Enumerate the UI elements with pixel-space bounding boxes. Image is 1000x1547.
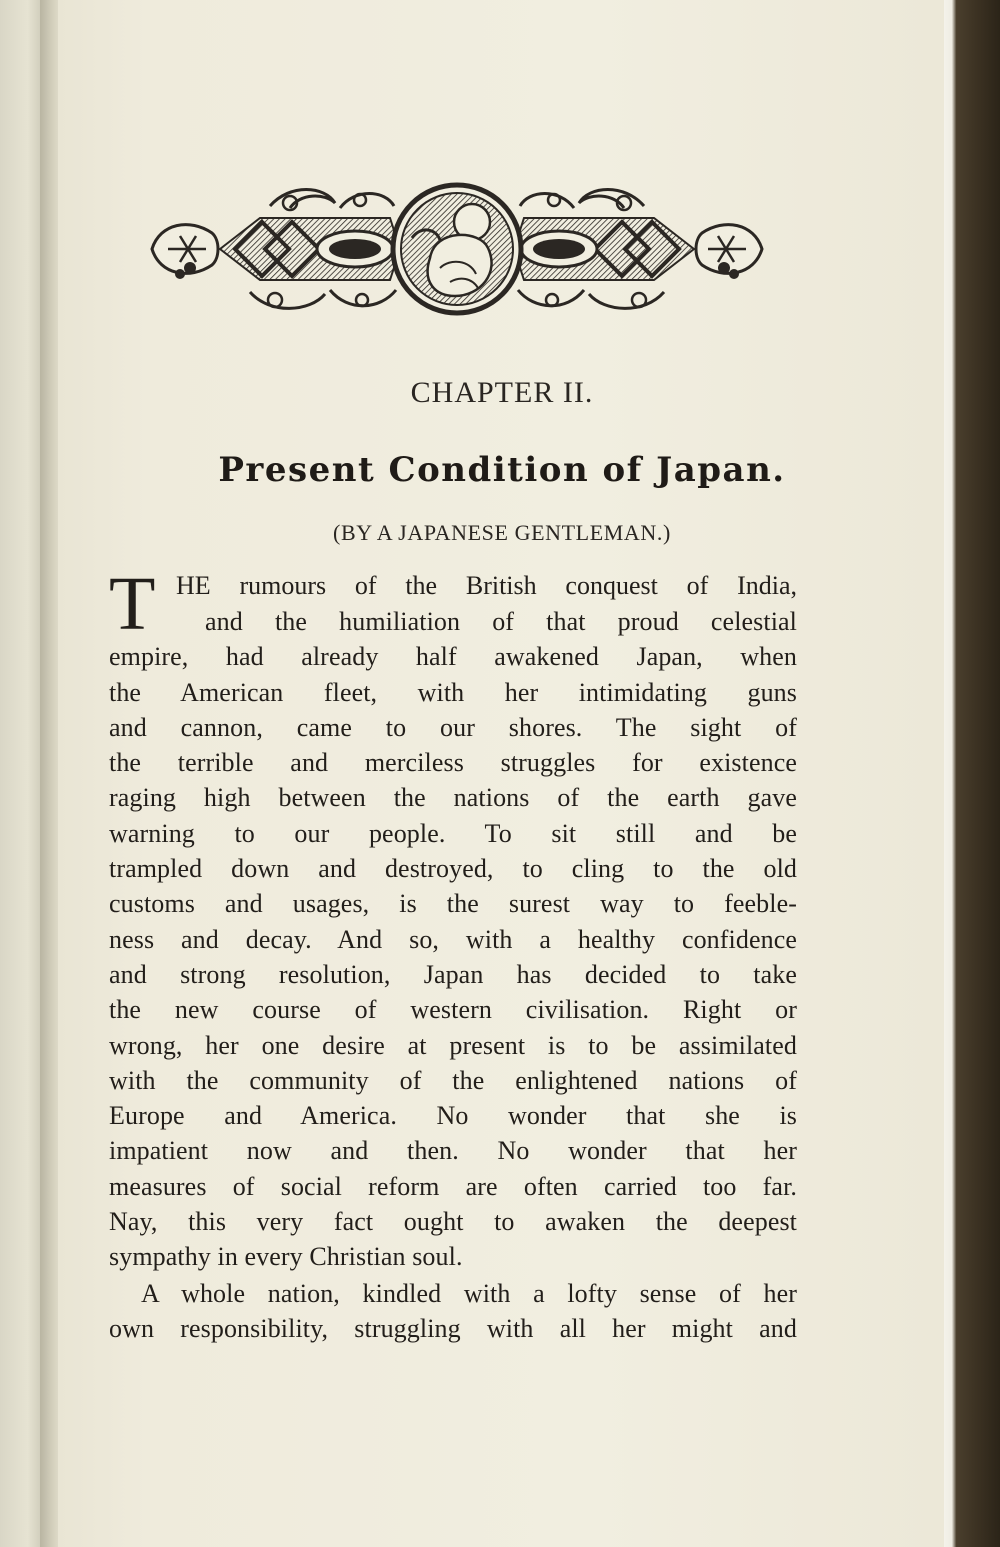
chapter-number: CHAPTER II. [410, 376, 594, 409]
text-line: and the humiliation of that proud celestial [205, 607, 797, 636]
chapter-title: Present Condition of Japan. [218, 450, 786, 490]
first-line-text: HE rumours of the British conquest of India, [176, 571, 797, 600]
text-line: impatient now and then. No wonder that her [109, 1136, 797, 1166]
text-line: with the community of the enlightened nations of [109, 1065, 797, 1095]
text-line: Nay, this very fact ought to awaken the deepest [109, 1207, 797, 1237]
text-line: and cannon, came to our shores. The sight of [109, 712, 797, 742]
text-line: own responsibility, struggling with all her might and [109, 1314, 797, 1344]
text-line: A whole nation, kindled with a lofty sense of her [141, 1279, 797, 1308]
text-line: the American fleet, with her intimidating guns [109, 677, 797, 707]
chapter-byline: (BY A JAPANESE GENTLEMAN.) [333, 520, 671, 545]
paragraph-2 [109, 1276, 797, 1347]
text-line: empire, had already half awakened Japan, when [109, 642, 797, 672]
text-line: sympathy in every Christian soul. [109, 1242, 463, 1272]
text-line: ness and decay. And so, with a healthy confidence [109, 924, 797, 954]
text-line: raging high between the nations of the earth gave [109, 783, 797, 813]
text-line: wrong, her one desire at present is to be assimilated [109, 1030, 797, 1060]
text-line: Europe and America. No wonder that she is [109, 1101, 797, 1131]
text-line: warning to our people. To sit still and be [109, 818, 797, 848]
text-line: trampled down and destroyed, to cling to the old [109, 854, 797, 884]
text-line: the new course of western civilisation. Right or [109, 995, 797, 1025]
text-line: customs and usages, is the surest way to feeble- [109, 889, 797, 919]
text-line: measures of social reform are often carried too far. [109, 1171, 797, 1201]
paragraph-1 [109, 604, 797, 1275]
book-cover-edge [944, 0, 1000, 1547]
text-line: and strong resolution, Japan has decided to take [109, 959, 797, 989]
text-line: the terrible and merciless struggles for existence [109, 748, 797, 778]
cherub-medallion-headpiece-icon [150, 178, 764, 320]
drop-cap: T [109, 562, 156, 646]
